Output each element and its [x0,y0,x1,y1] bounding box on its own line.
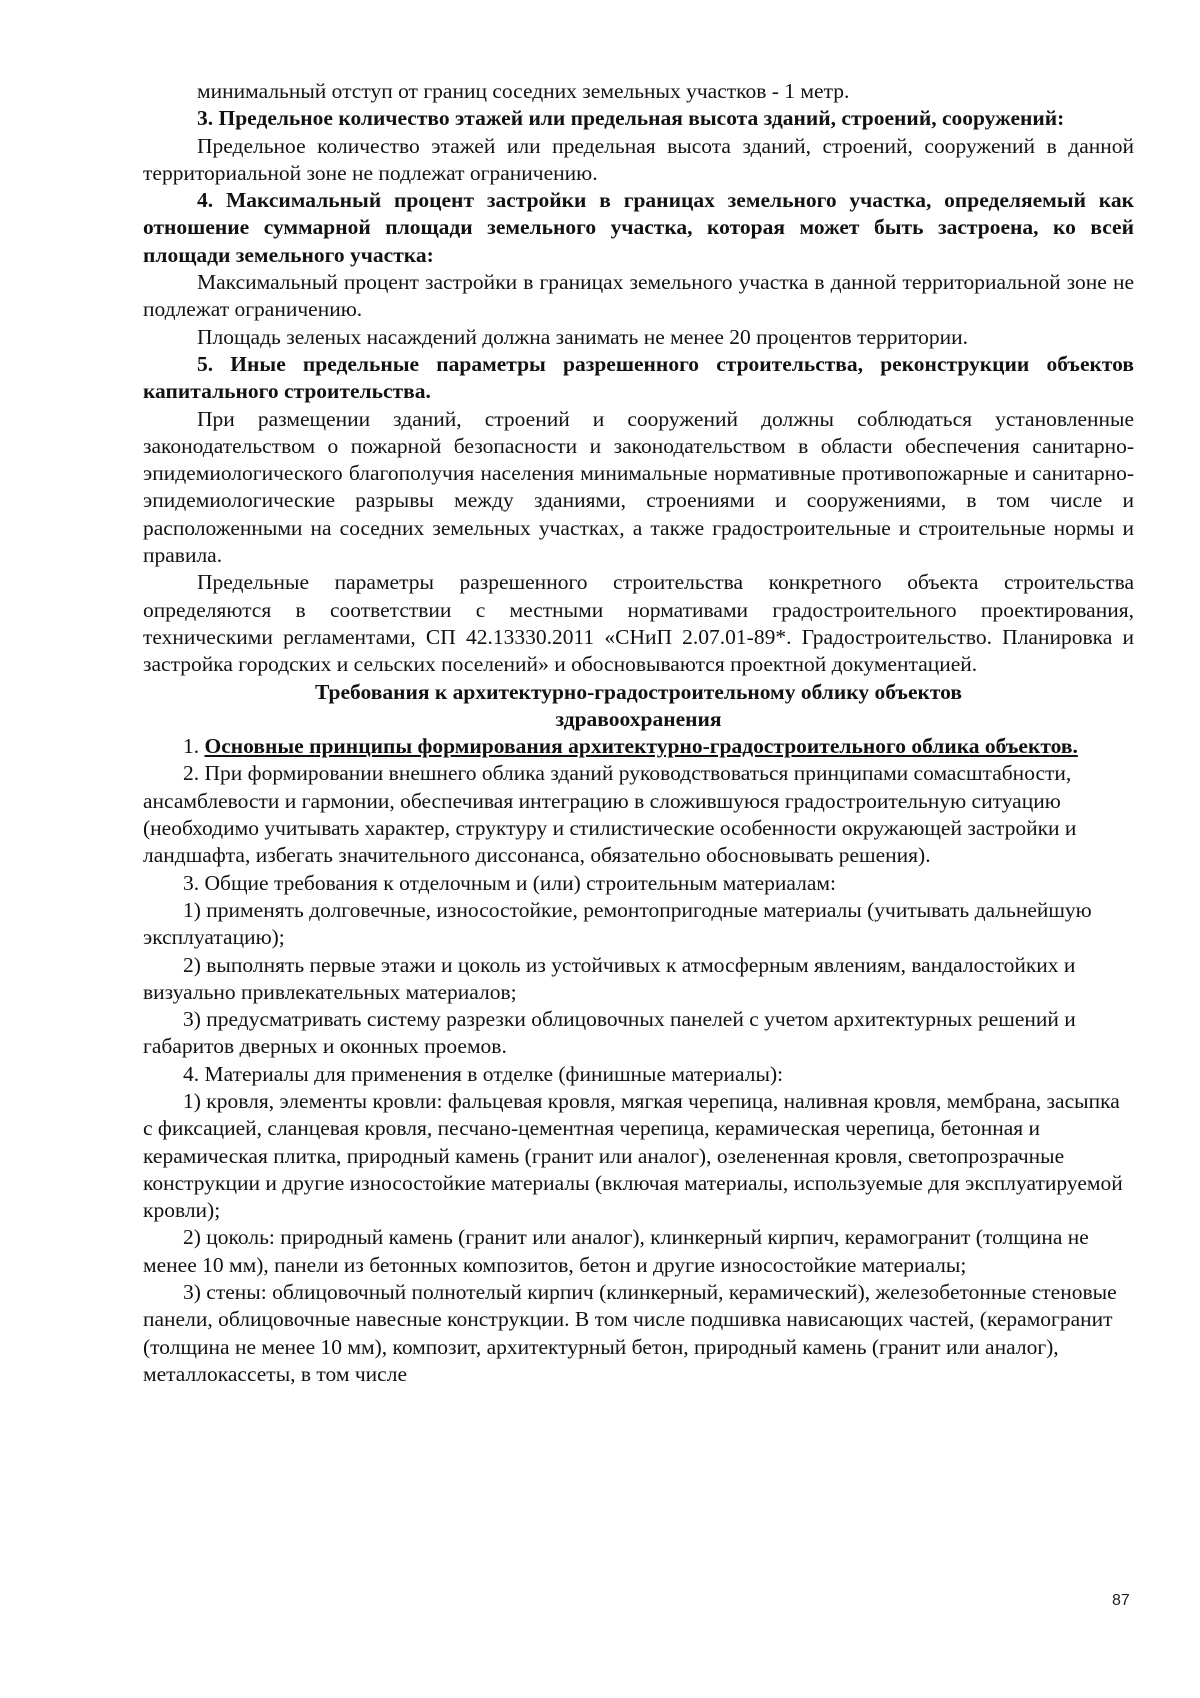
paragraph: Максимальный процент застройки в границах земельного участка в данной территориальной зоне не подлежат ограничению. [143,270,1134,322]
paragraph: 2. При формировании внешнего облика зданий руководствоваться принципами сомасштабности, ансамблевости и гармонии, обеспечивая интеграцию в сложившуюся градостроительную ситуацию (необходимо учитывать характер, структуру и стилистические особенности окружающей застройки и ландшафта, избегать значительного диссонанса, обязательно обосновывать решения). [143,761,1077,868]
list-item: 3) предусматривать систему разрезки облицовочных панелей с учетом архитектурных решений и габаритов дверных и оконных проемов. [143,1007,1076,1059]
paragraph: Предельные параметры разрешенного строительства конкретного объекта строительства определяются в соответствии с местными нормативами градостроительного проектирования, техническими регламентами, СП 42.13330.2011 «СНиП 2.07.01-89*. Градостроительство. Планировка и застройка городских и сельских поселений» и обосновываются проектной документацией. [143,570,1134,677]
page-number: 87 [1112,1592,1130,1609]
paragraph: 4. Материалы для применения в отделке (финишные материалы): [183,1061,784,1086]
item-number: 1. [183,734,200,759]
list-item: 3) стены: облицовочный полнотелый кирпич (клинкерный, керамический), железобетонные стеновые панели, облицовочные навесные конструкции. В том числе подшивка нависающих частей, (керамогранит (толщина не менее 10 мм), композит, архитектурный бетон, природный камень (гранит или аналог), металлокассеты, в том числе [143,1280,1117,1386]
list-item: 1) кровля, элементы кровли: фальцевая кровля, мягкая черепица, наливная кровля, мембрана, засыпка с фиксацией, сланцевая кровля, песчано-цементная черепица, керамическая черепица, бетонная и керамическая плитка, природный камень (гранит или аналог), озелененная кровля, светопрозрачные конструкции и другие износостойкие материалы (включая материалы, используемые для эксплуатируемой кровли); [143,1088,1123,1223]
subsection-heading-1 [143,733,1134,760]
section-title: Требования к архитектурно-градостроительному облику объектов здравоохранения [315,679,962,731]
paragraph: 3. Общие требования к отделочным и (или) строительным материалам: [183,870,836,895]
paragraph: При размещении зданий, строений и сооружений должны соблюдаться установленные законодательством о пожарной безопасности и законодательством в области обеспечения санитарно-эпидемиологического благополучия населения минимальные нормативные противопожарные и санитарно-эпидемиологические разрывы между зданиями, строениями и сооружениями, в том числе и расположенными на соседних земельных участках, а также градостроительные и строительные нормы и правила. [143,406,1134,568]
list-item: 2) выполнять первые этажи и цоколь из устойчивых к атмосферным явлениям, вандалостойких и визуально привлекательных материалов; [143,952,1076,1004]
document-page [143,78,1134,1388]
section-heading-3: 3. Предельное количество этажей или предельная высота зданий, строений, сооружений: [197,106,1065,131]
paragraph: минимальный отступ от границ соседних земельных участков - 1 метр. [197,79,850,103]
paragraph: Площадь зеленых насаждений должна занимать не менее 20 процентов территории. [197,324,969,349]
underlined-heading: Основные принципы формирования архитектурно-градостроительного облика объектов. [204,734,1078,759]
paragraph: Предельное количество этажей или предельная высота зданий, строений, сооружений в данной территориальной зоне не подлежат ограничению. [143,133,1134,185]
section-heading-4: 4. Максимальный процент застройки в границах земельного участка, определяемый как отношение суммарной площади земельного участка, которая может быть застроена, ко всей площади земельного участка: [143,188,1134,267]
section-heading-5: 5. Иные предельные параметры разрешенного строительства, реконструкции объектов капитального строительства. [143,351,1134,404]
list-item: 2) цоколь: природный камень (гранит или аналог), клинкерный кирпич, керамогранит (толщина не менее 10 мм), панели из бетонных композитов, бетон и другие износостойкие материалы; [143,1225,1089,1277]
list-item: 1) применять долговечные, износостойкие, ремонтопригодные материалы (учитывать дальнейшую эксплуатацию); [143,897,1092,950]
